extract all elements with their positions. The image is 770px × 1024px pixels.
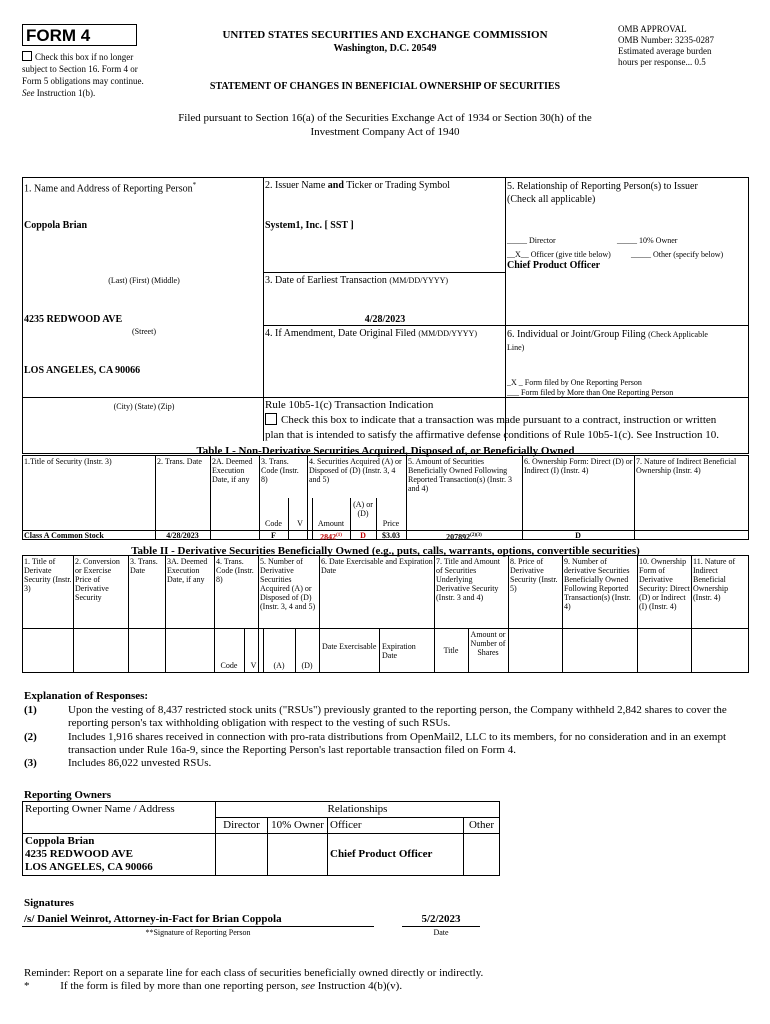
- officer-title: Chief Product Officer: [507, 260, 601, 271]
- owners-col-name: Reporting Owner Name / Address: [23, 802, 216, 834]
- owners-title: Reporting Owners: [24, 789, 112, 801]
- t2-h2: 2. Conversion or Exercise Price of Derivative Security: [75, 557, 120, 602]
- signature-date: 5/2/2023: [421, 913, 461, 925]
- box1-label: 1. Name and Address of Reporting Person*: [24, 181, 197, 195]
- name-parts-label: (Last) (First) (Middle): [108, 276, 180, 285]
- section16-checkbox[interactable]: [22, 51, 32, 61]
- signatures-title: Signatures: [24, 897, 74, 909]
- city-label: (City) (State) (Zip): [113, 402, 175, 411]
- form-title-box: [22, 24, 137, 46]
- t2-sub-date-ex: Date Exercisable: [322, 642, 377, 651]
- reporting-city: LOS ANGELES, CA 90066: [24, 365, 141, 376]
- owners-col-officer: Officer: [328, 818, 464, 834]
- signer-name: /s/ Daniel Weinrot, Attorney-in-Fact for Brian Coppola: [24, 913, 282, 925]
- t2-h1: 1. Title of Derivate Security (Instr. 3): [24, 557, 72, 593]
- t1-row-price: $3.03: [382, 531, 400, 540]
- rule-10b5-text: Check this box to indicate that a transaction was made pursuant to a contract, instruction or written plan that is intended to satisfy the affirmative defense conditions of Rule 10b5-1(c). See Instruction 10.: [265, 414, 720, 441]
- owners-row: [23, 834, 500, 876]
- t1-h4: 4. Securities Acquired (A) or Disposed of (D) (Instr. 3, 4 and 5): [309, 457, 402, 484]
- table1-title: Table I - Non-Derivative Securities Acquired, Disposed of, or Beneficially Owned: [196, 445, 575, 457]
- t2-h4: 4. Trans. Code (Instr. 8): [216, 557, 254, 584]
- t2-h3: 3. Trans. Date: [130, 557, 158, 575]
- t2-h7: 7. Title and Amount of Securities Underlying Derivative Security (Instr. 3 and 4): [436, 557, 501, 602]
- t1-h3: 3. Trans. Code (Instr. 8): [261, 457, 299, 484]
- reminder: Reminder: Report on a separate line for each class of securities beneficially owned directly or indirectly.: [24, 967, 484, 979]
- filing-more-option[interactable]: ___ Form filed by More than One Reporting Person: [507, 388, 674, 397]
- t2-h10: 10. Ownership Form of Derivative Security: Direct (D) or Indirect (I) (Instr. 4): [639, 557, 690, 611]
- owners-col-relationships: Relationships: [216, 802, 500, 818]
- owners-col-ten: 10% Owner: [268, 818, 328, 834]
- issuer-name: System1, Inc. [ SST ]: [265, 220, 354, 231]
- t1-h6: 6. Ownership Form: Direct (D) or Indirect (I) (Instr. 4): [524, 457, 633, 475]
- t2-sub-d: (D): [301, 661, 313, 670]
- agency-city: Washington, D.C. 20549: [333, 43, 437, 54]
- statement-title: STATEMENT OF CHANGES IN BENEFICIAL OWNERSHIP OF SECURITIES: [209, 81, 561, 92]
- table2-title: Table II - Derivative Securities Beneficially Owned (e.g., puts, calls, warrants, options, convertible securities): [131, 545, 640, 557]
- t2-h3a: 3A. Deemed Execution Date, if any: [167, 557, 208, 584]
- t2-sub-exp: Expiration Date: [382, 642, 416, 660]
- rule-10b5-title: Rule 10b5-1(c) Transaction Indication: [265, 399, 434, 411]
- t1-sub-aord: (A) or (D): [353, 500, 373, 518]
- explanation-item-2: (2) Includes 1,916 shares received in connection with pro-rata distributions from OpenMail2, LLC to its members, for no consideration and in an exempt transaction under Rule 16a-9, since the Reporting Person's last reportable transaction filed on Form 4.: [24, 731, 727, 756]
- t2-h8: 8. Price of Derivative Security (Instr. 5): [510, 557, 558, 593]
- section16-checkbox-note: Check this box if no longer subject to Section 16. Form 4 or Form 5 obligations may continue. See Instruction 1(b).: [22, 52, 144, 98]
- rule-10b5-checkbox[interactable]: [265, 413, 277, 425]
- filing-one-option[interactable]: _X _ Form filed by One Reporting Person: [507, 378, 642, 387]
- t1-h2: 2. Trans. Date: [157, 457, 202, 466]
- t2-sub-v: V: [250, 661, 257, 670]
- explanation-item-1: (1) Upon the vesting of 8,437 restricted stock units ("RSUs") previously granted to the reporting person, the Company withheld 2,842 shares to cover the reporting person's tax withholding obligation with respect to the vesting of such RSUs.: [24, 704, 727, 729]
- earliest-transaction-date: 4/28/2023: [364, 314, 406, 325]
- t1-h5: 5. Amount of Securities Beneficially Owned Following Reported Transaction(s) (Instr. 3 and 4): [408, 457, 512, 493]
- t1-row-form: D: [575, 531, 581, 540]
- t1-h2a: 2A. Deemed Execution Date, if any: [212, 457, 253, 484]
- t1-row-title: Class A Common Stock: [24, 531, 104, 540]
- t2-h9: 9. Number of derivative Securities Beneficially Owned Following Reported Transaction(s) (Instr. 4): [564, 557, 631, 611]
- omb-approval: OMB APPROVAL OMB Number: 3235-0287 Estimated average burden hours per response... 0.5: [618, 24, 714, 67]
- form-title: FORM 4: [26, 26, 91, 45]
- box5-label: 5. Relationship of Reporting Person(s) to Issuer (Check all applicable): [507, 181, 698, 205]
- t1-row-owned: $207892^{(2)(3)}$: [446, 532, 482, 542]
- date-label: Date: [433, 928, 449, 937]
- signature-label: **Signature of Reporting Person: [145, 928, 251, 937]
- t2-sub-amount: Amount or Number of Shares: [470, 630, 506, 657]
- box2-label: 2. Issuer Name and Ticker or Trading Symbol: [265, 180, 451, 191]
- street-label: (Street): [132, 327, 156, 336]
- t1-row-aord: D: [360, 531, 366, 540]
- owners-col-director: Director: [216, 818, 268, 834]
- t1-h1: 1.Title of Security (Instr. 3): [24, 457, 112, 466]
- ten-percent-option[interactable]: _____ 10% Owner: [617, 236, 678, 245]
- star-note: * If the form is filed by more than one reporting person, see Instruction 4(b)(v).: [24, 980, 403, 992]
- other-option[interactable]: _____ Other (specify below): [631, 250, 724, 259]
- t1-h7: 7. Nature of Indirect Beneficial Ownership (Instr. 4): [636, 457, 737, 475]
- reporting-person-name: Coppola Brian: [24, 220, 88, 231]
- owners-col-other: Other: [464, 818, 500, 834]
- t1-sub-price: Price: [382, 519, 400, 528]
- t1-sub-amount: Amount: [317, 519, 345, 528]
- t2-h5: 5. Number of Derivative Securities Acquired (A) or Disposed of (D) (Instr. 3, 4 and 5): [260, 557, 316, 611]
- box6-label: 6. Individual or Joint/Group Filing (Check Applicable Line): [507, 329, 708, 352]
- director-option[interactable]: _____ Director: [507, 236, 556, 245]
- t1-row-date: 4/28/2023: [166, 531, 199, 540]
- owner-address: Coppola Brian 4235 REDWOOD AVE LOS ANGELES, CA 90066: [23, 834, 216, 876]
- t1-sub-v: V: [297, 519, 303, 528]
- filed-pursuant: Filed pursuant to Section 16(a) of the Securities Exchange Act of 1934 or Section 30(h) of the Investment Company Act of 1940: [178, 112, 592, 138]
- agency-name: UNITED STATES SECURITIES AND EXCHANGE COMMISSION: [222, 29, 548, 41]
- t2-h6: 6. Date Exercisable and Expiration Date: [321, 557, 433, 575]
- t2-sub-code: Code: [220, 661, 238, 670]
- t1-row-amount: 2842$^{(1)}$: [320, 532, 342, 542]
- owners-table: [22, 801, 500, 876]
- reporting-street: 4235 REDWOOD AVE: [24, 314, 123, 325]
- t2-sub-title: Title: [443, 646, 459, 655]
- box3-label: 3. Date of Earliest Transaction (MM/DD/YYYY): [265, 275, 449, 286]
- t2-sub-a: (A): [273, 661, 285, 670]
- t2-h11: 11. Nature of Indirect Beneficial Ownership (Instr. 4): [693, 557, 736, 602]
- officer-option[interactable]: __X__ Officer (give title below): [507, 250, 611, 259]
- explanation-item-3: (3) Includes 86,022 unvested RSUs.: [24, 757, 212, 769]
- t1-row-code: F: [271, 531, 276, 540]
- t1-sub-code: Code: [265, 519, 282, 528]
- explanations-title: Explanation of Responses:: [24, 690, 149, 702]
- owner-officer: Chief Product Officer: [328, 834, 464, 876]
- box4-label: 4. If Amendment, Date Original Filed (MM/DD/YYYY): [265, 328, 477, 339]
